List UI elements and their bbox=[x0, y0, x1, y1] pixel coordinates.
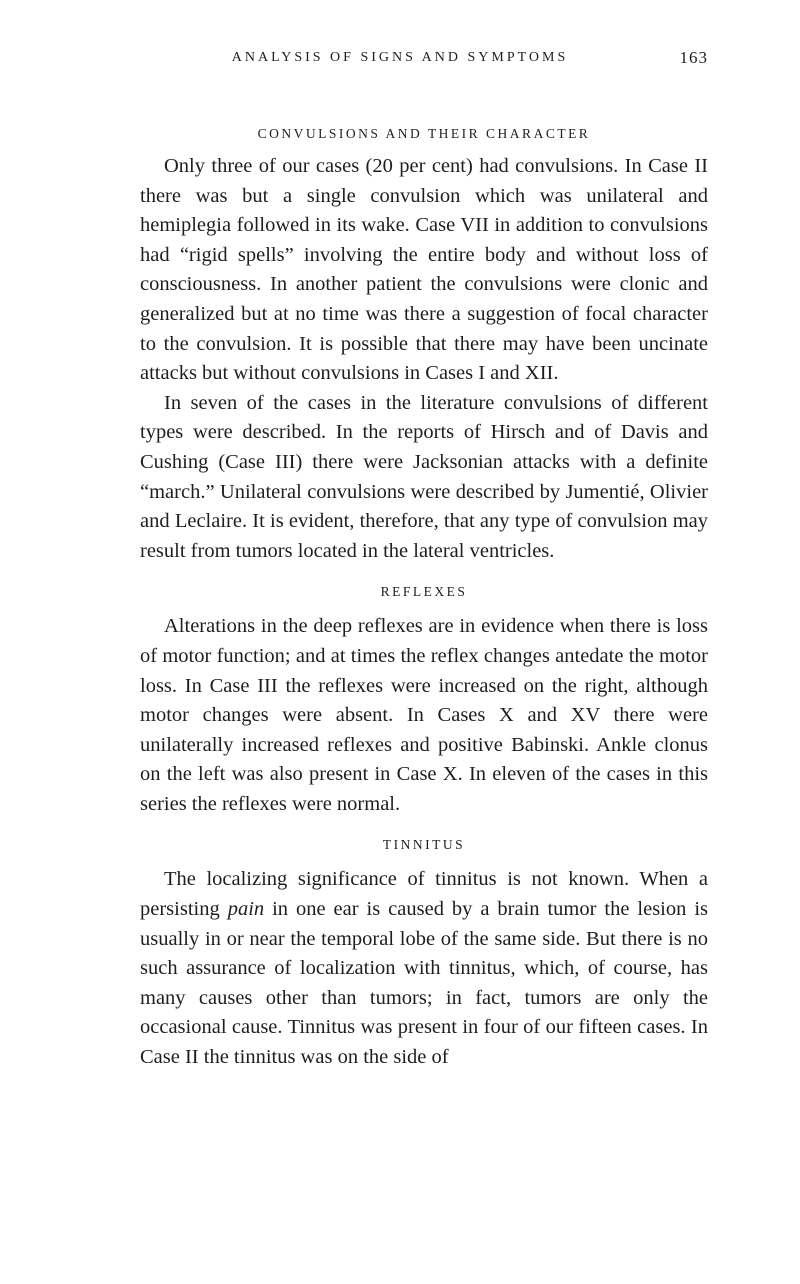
paragraph-convulsions-2: In seven of the cases in the literature convulsions of different types were described. In the reports of Hirsch and of Davis and Cushing (Case III) there were Jacksonian attacks with a definite “march.” Unilateral convulsions were described by Jumentié, Olivier and Leclaire. It is evident, therefore, that any type of convulsion may result from tumors located in the lateral ventricles. bbox=[140, 391, 708, 562]
section-heading-reflexes: REFLEXES bbox=[380, 584, 468, 600]
paragraph-convulsions-1: Only three of our cases (20 per cent) had convulsions. In Case II there was but a single convulsion which was unilateral and hemiplegia followed in its wake. Case VII in addition to convulsions had “rigid spells” involving the entire body and without loss of consciousness. In another patient the convulsions were clonic and generalized but at no time was there a suggestion of focal character to the convulsion. It is possible that there may have been uncinate attacks but without convulsions in Cases I and XII. bbox=[140, 155, 708, 385]
section-heading-tinnitus: TINNITUS bbox=[382, 837, 466, 853]
paragraph-reflexes-1: Alterations in the deep reflexes are in evidence when there is loss of motor function; and at times the reflex changes antedate the motor loss. In Case III the reflexes were increased on the right, although motor changes were absent. In Cases X and XV there were unilaterally increased reflexes and positive Babinski. Ankle clonus on the left was also present in Case X. In eleven of the cases in this series the reflexes were normal. bbox=[140, 615, 708, 815]
running-head bbox=[0, 50, 800, 80]
paragraph-tinnitus-1-before: The localizing significance of tinnitus is not known. When a persisting bbox=[140, 868, 708, 921]
paragraph-tinnitus-1-after: in one ear is caused by a brain tumor the lesion is usually in or near the temporal lobe of the same side. But there is no such assurance of localization with tinnitus, which, of course, has many causes other than tumors; in fact, tumors are only the occasional cause. Tinnitus was present in four of our fifteen cases. In Case II the tinnitus was on the side of bbox=[140, 898, 709, 1069]
page-number: 163 bbox=[679, 48, 708, 67]
page-body bbox=[140, 126, 708, 1073]
emphasis-pain: pain bbox=[227, 898, 265, 921]
paragraph-tinnitus-1 bbox=[140, 865, 708, 1072]
running-title: ANALYSIS OF SIGNS AND SYMPTOMS bbox=[231, 50, 569, 65]
section-heading-convulsions: CONVULSIONS AND THEIR CHARACTER bbox=[257, 126, 591, 141]
